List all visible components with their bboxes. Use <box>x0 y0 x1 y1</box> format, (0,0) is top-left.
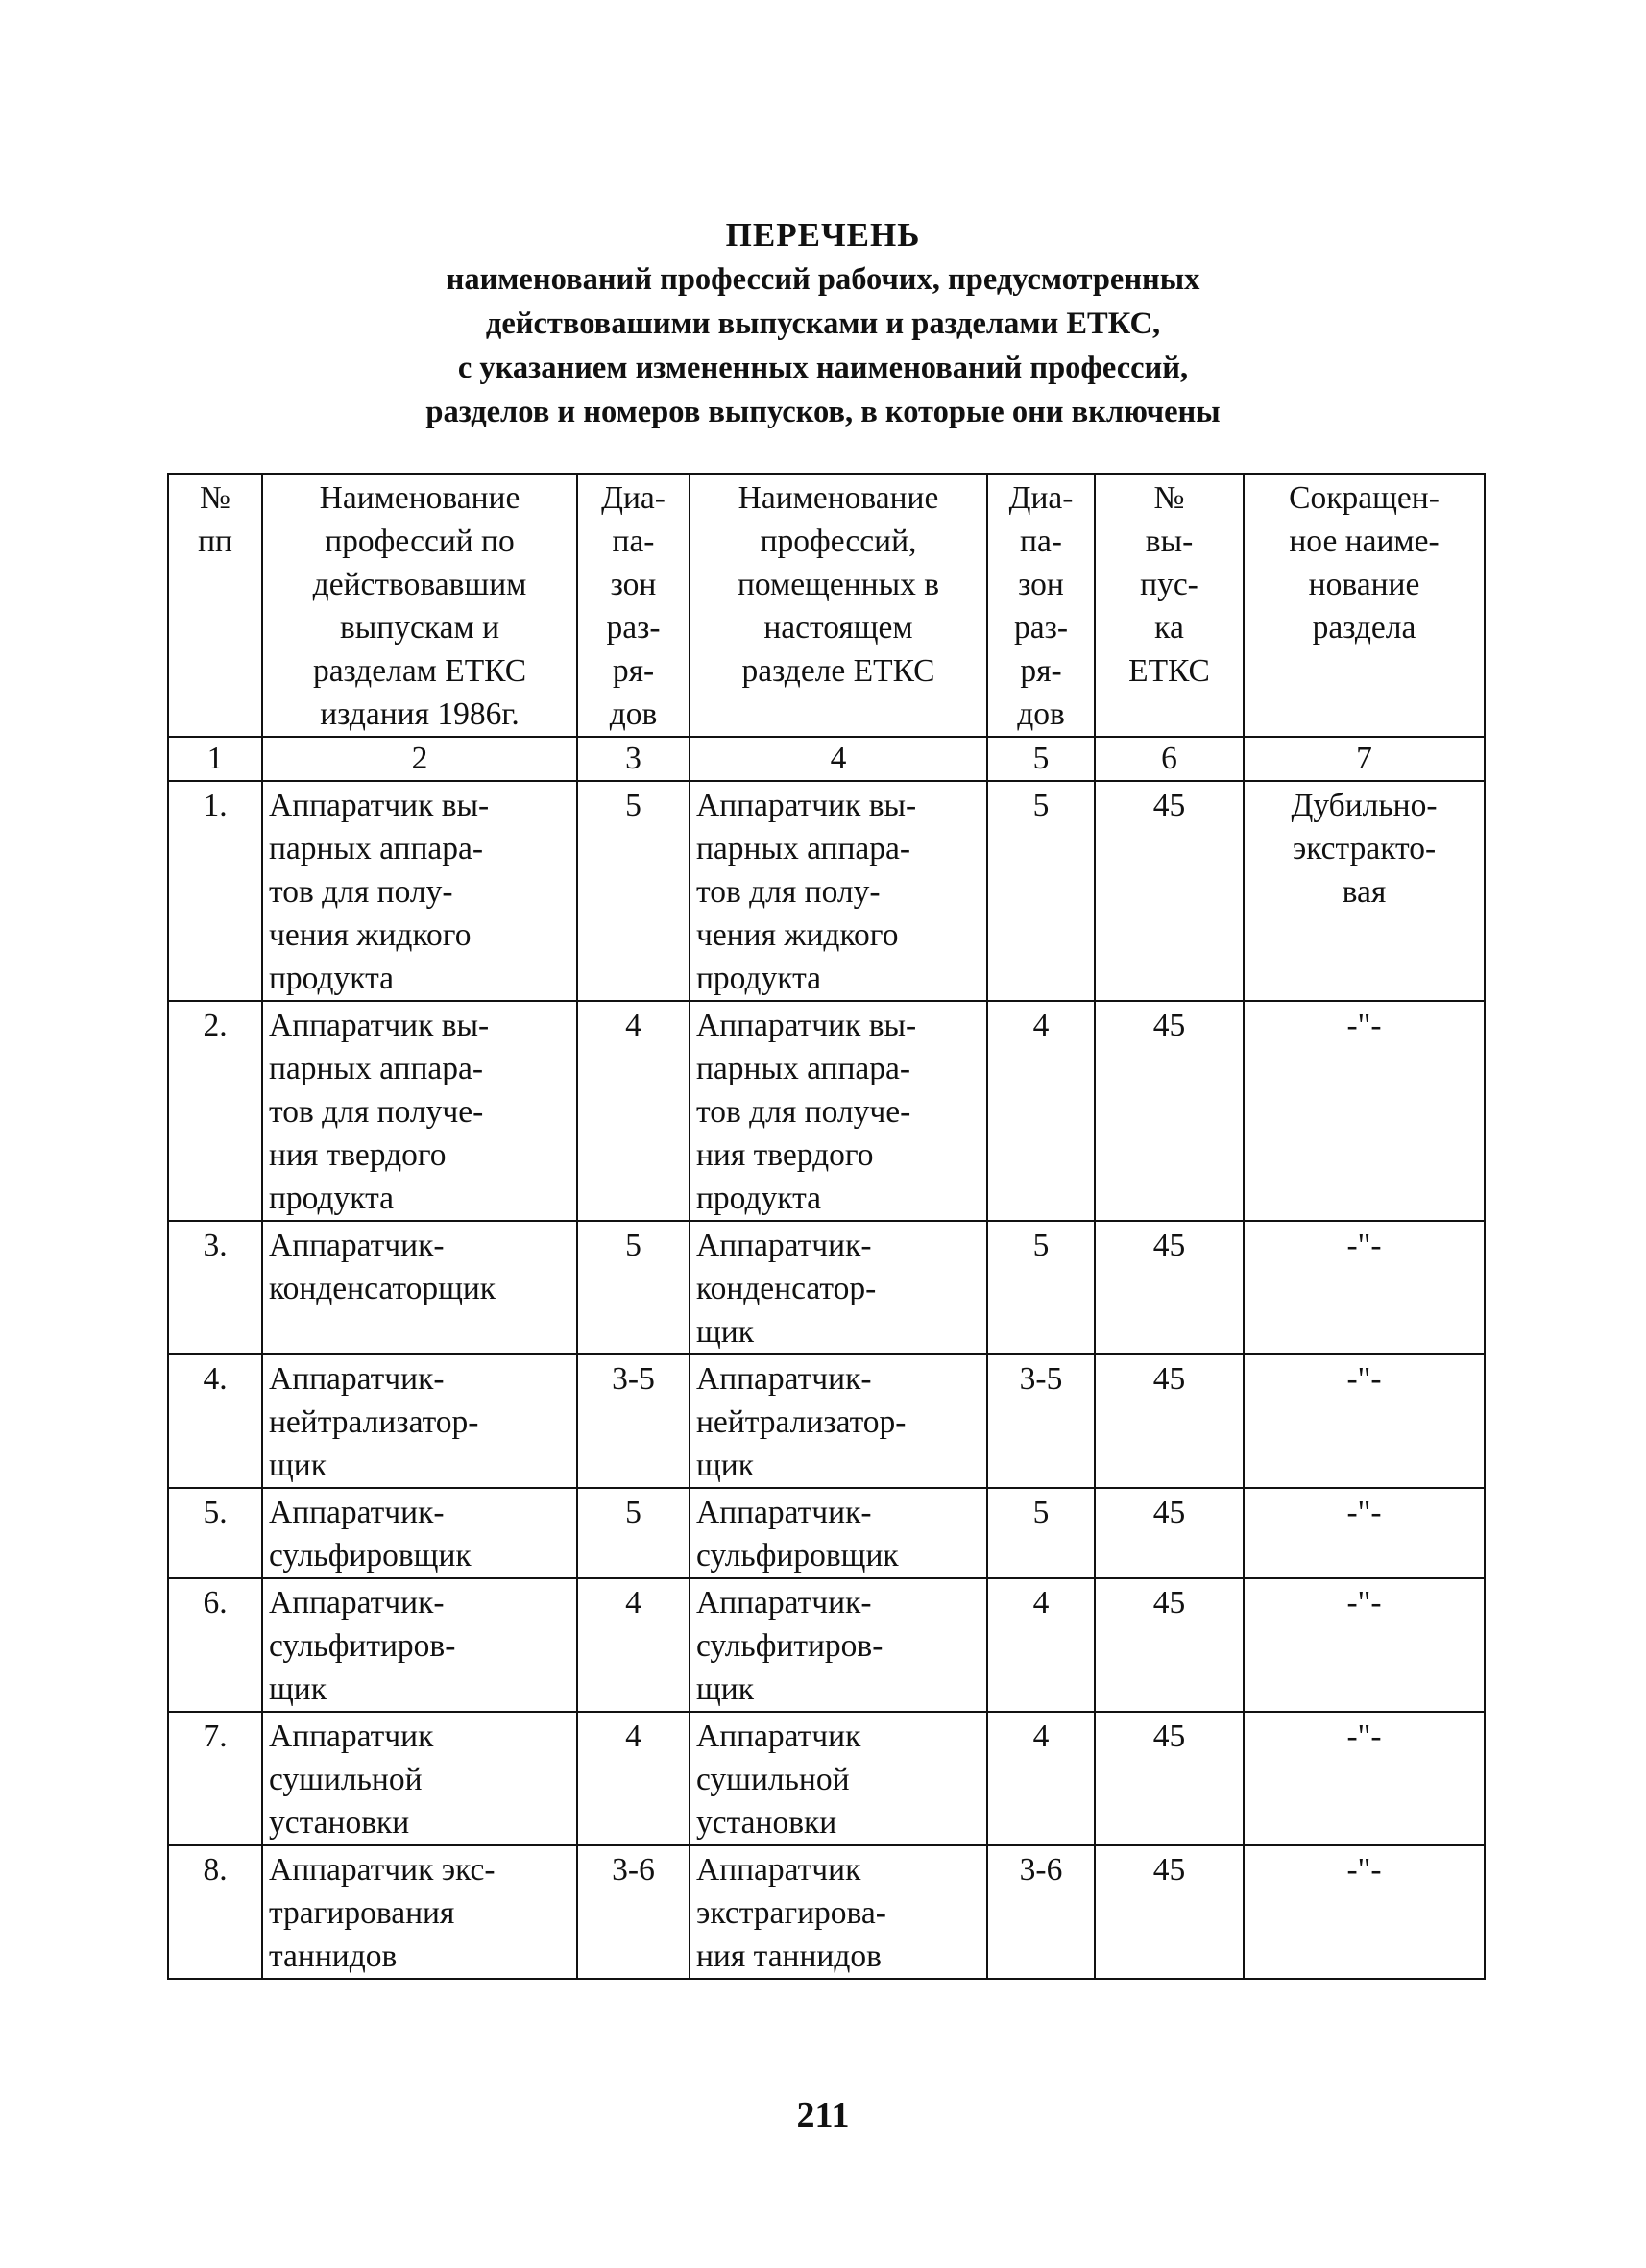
section-name <box>1244 1488 1485 1578</box>
column-number: 7 <box>1244 737 1485 781</box>
new-profession-name <box>690 1354 987 1488</box>
old-profession-name-line: тов для получе- <box>269 1094 484 1130</box>
table-row <box>168 781 1485 1001</box>
header-line: зон <box>1018 567 1064 602</box>
section-name <box>1244 1578 1485 1712</box>
old-profession-name-line: тов для полу- <box>269 874 453 910</box>
header-line: ря- <box>1020 653 1062 689</box>
new-profession-name-line: ния таннидов <box>696 1939 882 1974</box>
section-name-line: -"- <box>1346 1719 1382 1754</box>
issue-number: 45 <box>1095 1845 1244 1979</box>
header-new-profession <box>690 474 987 737</box>
new-profession-name-line: сульфитиров- <box>696 1628 884 1664</box>
column-number: 4 <box>690 737 987 781</box>
new-profession-name-line: щик <box>696 1314 754 1350</box>
section-name <box>1244 1712 1485 1845</box>
new-profession-name-line: тов для получе- <box>696 1094 911 1130</box>
section-name-line: -"- <box>1346 1228 1382 1263</box>
old-profession-name-line: чения жидкого <box>269 917 472 953</box>
old-profession-name-line: Аппаратчик- <box>269 1228 445 1263</box>
old-profession-name-line: Аппаратчик <box>269 1719 434 1754</box>
section-name-line: -"- <box>1346 1361 1382 1397</box>
old-profession-name-line: продукта <box>269 961 395 996</box>
new-profession-name-line: продукта <box>696 1181 822 1216</box>
new-profession-name <box>690 1845 987 1979</box>
header-line: дов <box>1017 696 1065 732</box>
old-profession-name <box>262 1845 577 1979</box>
table-row <box>168 1712 1485 1845</box>
table-body <box>168 781 1485 1979</box>
header-line: ЕТКС <box>1128 653 1210 689</box>
old-profession-name-line: щик <box>269 1671 327 1707</box>
old-grade-range: 3-5 <box>577 1354 690 1488</box>
old-profession-name-line: щик <box>269 1448 327 1483</box>
row-number: 2. <box>168 1001 262 1221</box>
section-name-line: -"- <box>1346 1852 1382 1888</box>
header-old-range <box>577 474 690 737</box>
column-number: 6 <box>1095 737 1244 781</box>
column-number-row <box>168 737 1485 781</box>
header-line: № <box>200 480 230 516</box>
section-name <box>1244 1845 1485 1979</box>
issue-number: 45 <box>1095 1354 1244 1488</box>
new-grade-range: 3-6 <box>987 1845 1095 1979</box>
old-grade-range: 5 <box>577 1221 690 1354</box>
old-profession-name-line: Аппаратчик- <box>269 1361 445 1397</box>
new-grade-range: 4 <box>987 1001 1095 1221</box>
section-name-line: экстракто- <box>1292 831 1437 866</box>
old-grade-range: 3-6 <box>577 1845 690 1979</box>
table-row <box>168 1001 1485 1221</box>
new-profession-name-line: Аппаратчик- <box>696 1495 872 1530</box>
header-number <box>168 474 262 737</box>
table-row <box>168 1845 1485 1979</box>
new-profession-name-line: Аппаратчик <box>696 1852 861 1888</box>
table-row <box>168 1488 1485 1578</box>
header-line: помещенных в <box>737 567 940 602</box>
section-name-line: -"- <box>1346 1495 1382 1530</box>
document-subtitle-line: наименований профессий рабочих, предусмотренных <box>446 262 1200 297</box>
header-line: выпускам и <box>339 610 499 646</box>
old-profession-name-line: нейтрализатор- <box>269 1404 479 1440</box>
old-profession-name-line: парных аппара- <box>269 831 484 866</box>
old-profession-name <box>262 1221 577 1354</box>
new-grade-range: 5 <box>987 1488 1095 1578</box>
row-number: 3. <box>168 1221 262 1354</box>
section-name <box>1244 1001 1485 1221</box>
row-number: 7. <box>168 1712 262 1845</box>
header-line: дов <box>609 696 658 732</box>
section-name <box>1244 781 1485 1001</box>
new-profession-name-line: тов для полу- <box>696 874 881 910</box>
old-profession-name-line: ния твердого <box>269 1137 447 1173</box>
header-line: действовавшим <box>312 567 527 602</box>
new-profession-name-line: Аппаратчик- <box>696 1228 872 1263</box>
header-line: Сокращен- <box>1289 480 1440 516</box>
new-profession-name <box>690 1488 987 1578</box>
old-profession-name-line: конденсаторщик <box>269 1271 496 1306</box>
section-name-line: Дубильно- <box>1291 788 1438 823</box>
header-line: профессий, <box>760 524 917 559</box>
old-profession-name-line: сушильной <box>269 1762 423 1797</box>
old-profession-name-line: Аппаратчик- <box>269 1585 445 1621</box>
header-line: зон <box>610 567 657 602</box>
page-number: 211 <box>796 2095 850 2135</box>
document-title: ПЕРЕЧЕНЬ <box>725 216 921 254</box>
table-header-row <box>168 474 1485 737</box>
section-name-line: -"- <box>1346 1585 1382 1621</box>
new-grade-range: 5 <box>987 781 1095 1001</box>
column-number: 5 <box>987 737 1095 781</box>
header-line: № <box>1153 480 1185 516</box>
section-name <box>1244 1221 1485 1354</box>
header-line: ря- <box>612 653 655 689</box>
new-profession-name-line: парных аппара- <box>696 831 911 866</box>
header-line: па- <box>1020 524 1062 559</box>
new-profession-name-line: сушильной <box>696 1762 850 1797</box>
new-profession-name-line: Аппаратчик <box>696 1719 861 1754</box>
document-heading <box>0 213 1646 434</box>
old-profession-name-line: продукта <box>269 1181 395 1216</box>
old-profession-name <box>262 1488 577 1578</box>
old-profession-name-line: Аппаратчик вы- <box>269 788 490 823</box>
header-line: нование <box>1308 567 1420 602</box>
old-profession-name-line: сульфитиров- <box>269 1628 456 1664</box>
new-grade-range: 4 <box>987 1578 1095 1712</box>
issue-number: 45 <box>1095 781 1244 1001</box>
header-line: Диа- <box>1008 480 1074 516</box>
table-row <box>168 1221 1485 1354</box>
header-line: раздела <box>1312 610 1416 646</box>
new-grade-range: 3-5 <box>987 1354 1095 1488</box>
old-profession-name-line: Аппаратчик- <box>269 1495 445 1530</box>
new-profession-name-line: парных аппара- <box>696 1051 911 1086</box>
document-subtitle-line: действовашими выпусками и разделами ЕТКС, <box>485 306 1161 341</box>
new-profession-name <box>690 1221 987 1354</box>
column-number: 2 <box>262 737 577 781</box>
document-subtitle-line: с указанием измененных наименований профессий, <box>457 351 1189 385</box>
row-number: 8. <box>168 1845 262 1979</box>
old-grade-range: 4 <box>577 1001 690 1221</box>
new-profession-name-line: ния твердого <box>696 1137 874 1173</box>
new-profession-name-line: сульфировщик <box>696 1538 899 1573</box>
column-number: 3 <box>577 737 690 781</box>
new-profession-name-line: щик <box>696 1671 754 1707</box>
professions-table <box>167 473 1486 1980</box>
new-grade-range: 5 <box>987 1221 1095 1354</box>
header-issue <box>1095 474 1244 737</box>
header-line: профессий по <box>325 524 515 559</box>
old-profession-name-line: сульфировщик <box>269 1538 472 1573</box>
header-line: ка <box>1154 610 1184 646</box>
header-old-profession <box>262 474 577 737</box>
new-profession-name-line: Аппаратчик- <box>696 1361 872 1397</box>
old-profession-name-line: таннидов <box>269 1939 398 1974</box>
issue-number: 45 <box>1095 1488 1244 1578</box>
new-profession-name-line: Аппаратчик- <box>696 1585 872 1621</box>
new-profession-name <box>690 1712 987 1845</box>
section-name <box>1244 1354 1485 1488</box>
header-line: раз- <box>1013 610 1068 646</box>
header-line: па- <box>612 524 655 559</box>
header-new-range <box>987 474 1095 737</box>
new-profession-name-line: экстрагирова- <box>696 1895 886 1931</box>
row-number: 1. <box>168 781 262 1001</box>
header-line: настоящем <box>763 610 913 646</box>
old-grade-range: 4 <box>577 1712 690 1845</box>
new-profession-name <box>690 1001 987 1221</box>
new-grade-range: 4 <box>987 1712 1095 1845</box>
column-number: 1 <box>168 737 262 781</box>
old-profession-name <box>262 1712 577 1845</box>
table-row <box>168 1578 1485 1712</box>
row-number: 6. <box>168 1578 262 1712</box>
old-profession-name-line: Аппаратчик вы- <box>269 1008 490 1043</box>
new-profession-name-line: нейтрализатор- <box>696 1404 907 1440</box>
header-line: Диа- <box>601 480 666 516</box>
header-section <box>1244 474 1485 737</box>
header-line: ное наиме- <box>1289 524 1440 559</box>
old-profession-name <box>262 1001 577 1221</box>
table-row <box>168 1354 1485 1488</box>
old-profession-name <box>262 1354 577 1488</box>
row-number: 5. <box>168 1488 262 1578</box>
new-profession-name-line: Аппаратчик вы- <box>696 788 917 823</box>
row-number: 4. <box>168 1354 262 1488</box>
header-line: разделе ЕТКС <box>741 653 935 689</box>
old-grade-range: 4 <box>577 1578 690 1712</box>
new-profession-name <box>690 781 987 1001</box>
header-line: разделам ЕТКС <box>312 653 527 689</box>
issue-number: 45 <box>1095 1221 1244 1354</box>
old-grade-range: 5 <box>577 1488 690 1578</box>
old-profession-name <box>262 781 577 1001</box>
old-grade-range: 5 <box>577 781 690 1001</box>
old-profession-name <box>262 1578 577 1712</box>
old-profession-name-line: установки <box>269 1805 410 1841</box>
header-line: пп <box>198 524 232 559</box>
old-profession-name-line: Аппаратчик экс- <box>269 1852 496 1888</box>
header-line: издания 1986г. <box>320 696 520 732</box>
issue-number: 45 <box>1095 1578 1244 1712</box>
section-name-line: -"- <box>1346 1008 1382 1043</box>
header-line: пус- <box>1140 567 1198 602</box>
issue-number: 45 <box>1095 1712 1244 1845</box>
new-profession-name <box>690 1578 987 1712</box>
issue-number: 45 <box>1095 1001 1244 1221</box>
old-profession-name-line: парных аппара- <box>269 1051 484 1086</box>
header-line: Наименование <box>319 480 520 516</box>
header-line: вы- <box>1145 524 1194 559</box>
new-profession-name-line: продукта <box>696 961 822 996</box>
section-name-line: вая <box>1342 874 1387 910</box>
document-subtitle-line: разделов и номеров выпусков, в которые они включены <box>425 395 1221 429</box>
new-profession-name-line: чения жидкого <box>696 917 899 953</box>
header-line: Наименование <box>738 480 939 516</box>
new-profession-name-line: щик <box>696 1448 754 1483</box>
header-line: раз- <box>606 610 661 646</box>
new-profession-name-line: Аппаратчик вы- <box>696 1008 917 1043</box>
old-profession-name-line: трагирования <box>269 1895 455 1931</box>
new-profession-name-line: установки <box>696 1805 837 1841</box>
new-profession-name-line: конденсатор- <box>696 1271 877 1306</box>
